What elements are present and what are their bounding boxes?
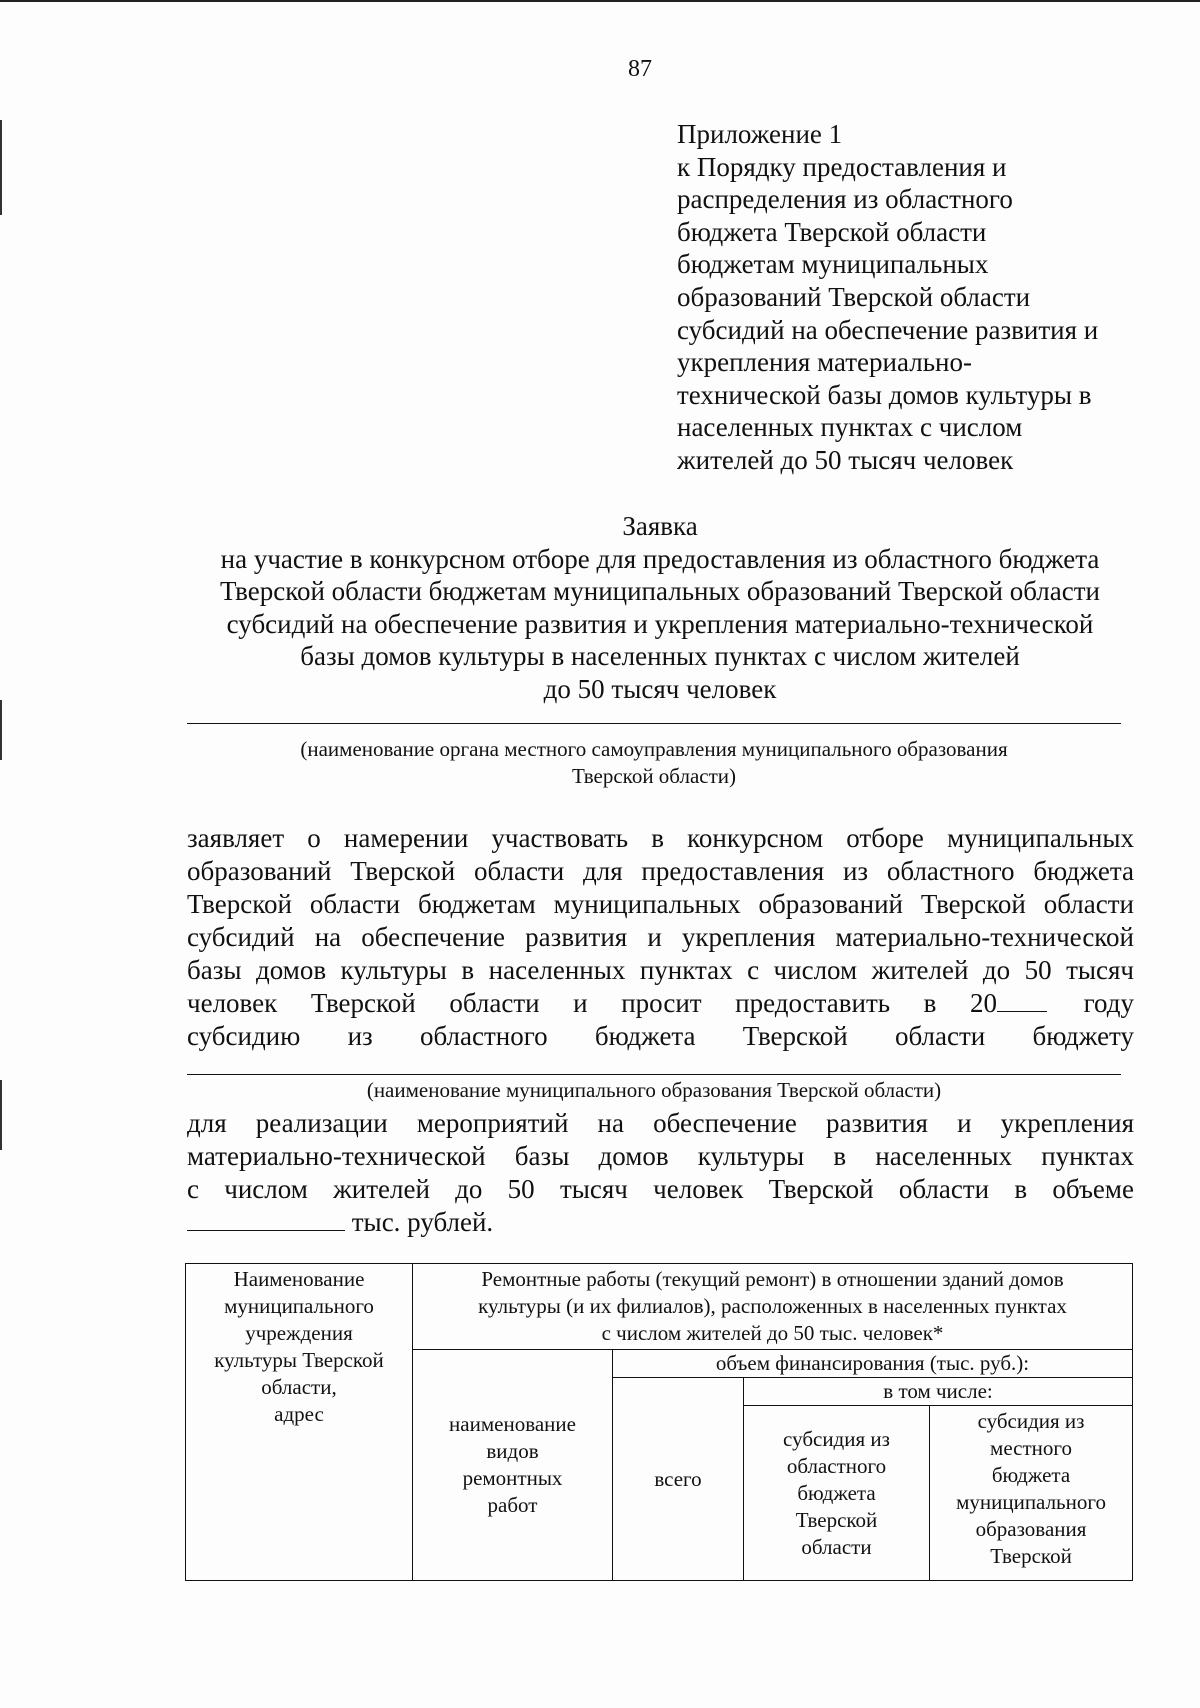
header-line: учреждения [245,1321,353,1345]
institution-name-header [186,1264,413,1581]
appendix-line: Приложение 1 [677,119,843,149]
header-line: муниципального [956,1490,1106,1514]
paragraph-line: базы домов культуры в населенных пунктах с числом жителей до 50 тысяч [187,955,1134,985]
header-line: бюджета [797,1480,876,1505]
paragraph-line: с числом жителей до 50 тысяч человек Тверской области в объеме [187,1174,1134,1204]
header-line: культуры Тверской [214,1348,384,1372]
header-line: с числом жителей до 50 тыс. человек* [601,1321,944,1345]
title-line: субсидий на обеспечение развития и укрепления материально-технической [226,608,1094,639]
repair-works-group-header [413,1264,1133,1350]
appendix-line: жителей до 50 тысяч человек [677,444,1014,475]
page-number: 87 [628,56,652,82]
year-suffix: году [1083,988,1134,1018]
total-header: всего [613,1378,744,1581]
header-line: образования [975,1517,1087,1541]
purpose-paragraph [187,1107,1134,1239]
header-line: субсидия из [977,1409,1085,1433]
header-line: культуры (и их филиалов), расположенных в населенных пунктах [478,1294,1067,1318]
title-line: до 50 тысяч человек [543,673,777,704]
appendix-line: распределения из областного [677,184,1013,215]
header-line: Тверской [990,1544,1072,1568]
header-line: работ [487,1493,538,1517]
amount-line [187,1206,1134,1239]
header-line: адрес [274,1402,324,1426]
paragraph-line: Тверской области бюджетам муниципальных образований Тверской области [187,889,1134,919]
header-line: ремонтных [462,1466,563,1490]
title-line: базы домов культуры в населенных пунктах с числом жителей [300,641,1020,672]
header-line: области [801,1534,872,1559]
header-line: бюджета [991,1463,1071,1487]
scan-left-edge-mark [0,120,2,215]
paragraph-line: материально-технической базы домов культуры в населенных пунктах [187,1141,1134,1171]
year-blank [997,1010,1047,1012]
appendix-line: образований Тверской области [677,281,1031,312]
appendix-line: субсидий на обеспечение развития и [677,314,1099,345]
local-subsidy-header [930,1406,1133,1581]
title-line: Тверской области бюджетам муниципальных образований Тверской области [220,576,1100,607]
header-line: Ремонтные работы (текущий ремонт) в отношении зданий домов [481,1267,1064,1291]
appendix-line: технической базы домов культуры в [677,379,1092,410]
regional-subsidy-header [744,1406,930,1581]
paragraph-line: для реализации мероприятий на обеспечение развития и укрепления [187,1108,1134,1138]
work-types-header [413,1350,613,1581]
title-heading: Заявка [622,511,698,541]
including-header: в том числе: [744,1378,1133,1406]
amount-blank [187,1229,345,1231]
repair-works-table [185,1263,1133,1581]
statement-paragraph [187,822,1134,1053]
header-line: наименование [449,1412,576,1436]
appendix-line: укрепления материально- [677,347,972,378]
title-line: на участие в конкурсном отборе для предоставления из областного бюджета [220,543,1100,574]
appendix-line: населенных пунктах с числом [677,412,1023,443]
paragraph-line: субсидий на обеспечение развития и укрепления материально-технической [187,922,1134,952]
appendix-line: к Порядку предоставления и [677,151,1007,182]
header-line: Наименование [233,1267,365,1291]
blank-line-body-name [187,723,1121,724]
header-line: области, [261,1375,337,1399]
caption-line: Тверской области) [571,764,737,788]
body-name-caption [187,736,1121,790]
caption-line: (наименование органа местного самоуправления муниципального образования [300,737,1008,761]
header-line: Тверской [795,1507,878,1532]
paragraph-line-year [187,987,1134,1020]
funding-volume-header: объем финансирования (тыс. руб.): [613,1350,1133,1378]
paragraph-line: заявляет о намерении участвовать в конкурсном отборе муниципальных [187,823,1134,853]
scan-left-edge-mark [0,700,2,760]
scan-left-edge-mark [0,1080,2,1150]
paragraph-line: субсидию из областного бюджета Тверской области бюджету [187,1021,1134,1051]
header-line: видов [486,1439,539,1463]
application-title [180,510,1140,706]
paragraph-line: образований Тверской области для предоставления из областного бюджета [187,856,1134,886]
header-line: субсидия из [783,1426,890,1451]
appendix-line: бюджета Тверской области [677,216,987,247]
amount-unit: тыс. рублей. [351,1207,494,1237]
header-line: местного [990,1436,1072,1460]
appendix-line: бюджетам муниципальных [677,249,989,280]
header-line: областного [786,1453,887,1478]
year-request-text: человек Тверской области и просит предоставить в 20 [187,988,997,1018]
header-line: муниципального [224,1294,374,1318]
blank-line-municipality [187,1074,1121,1075]
municipality-caption: (наименование муниципального образования Тверской области) [366,1078,942,1102]
appendix-reference [677,118,1137,477]
scan-top-edge [0,0,1200,2]
